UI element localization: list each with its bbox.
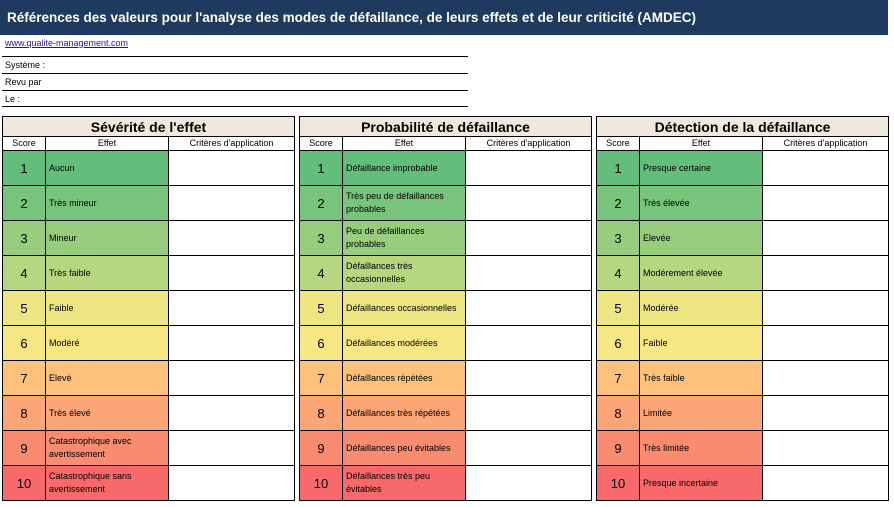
effet-cell: Très élevé	[46, 396, 169, 431]
table-row	[300, 466, 592, 501]
criteres-cell[interactable]	[169, 466, 295, 501]
effet-cell: Elevée	[640, 221, 763, 256]
column-header-score: Score	[300, 137, 343, 151]
score-cell: 8	[3, 396, 46, 431]
effet-cell: Défaillances peu évitables	[343, 431, 466, 466]
table-row	[3, 186, 295, 221]
table-row	[3, 256, 295, 291]
criteres-cell[interactable]	[169, 186, 295, 221]
table-title: Détection de la défaillance	[597, 117, 889, 137]
score-cell: 1	[597, 151, 640, 186]
effet-cell: Aucun	[46, 151, 169, 186]
score-cell: 7	[300, 361, 343, 396]
score-cell: 3	[300, 221, 343, 256]
effet-cell: Défaillances répétées	[343, 361, 466, 396]
criteres-cell[interactable]	[763, 151, 889, 186]
effet-cell: Modéré	[46, 326, 169, 361]
score-cell: 8	[300, 396, 343, 431]
score-cell: 8	[597, 396, 640, 431]
criteres-cell[interactable]	[763, 361, 889, 396]
score-cell: 4	[597, 256, 640, 291]
effet-cell: Défaillances très occasionnelles	[343, 256, 466, 291]
table-title: Probabilité de défaillance	[300, 117, 592, 137]
probabilite-table	[299, 116, 592, 501]
effet-cell: Défaillances très répétées	[343, 396, 466, 431]
table-row	[300, 256, 592, 291]
criteres-cell[interactable]	[169, 151, 295, 186]
score-cell: 10	[300, 466, 343, 501]
effet-cell: Très limitée	[640, 431, 763, 466]
website-link[interactable]: www.qualite-management.com	[5, 38, 129, 48]
effet-cell: Presque incertaine	[640, 466, 763, 501]
criteres-cell[interactable]	[763, 186, 889, 221]
table-title: Sévérité de l'effet	[3, 117, 295, 137]
effet-cell: Modérée	[640, 291, 763, 326]
score-cell: 4	[3, 256, 46, 291]
criteres-cell[interactable]	[169, 396, 295, 431]
effet-cell: Très mineur	[46, 186, 169, 221]
table-row	[597, 256, 889, 291]
score-cell: 5	[300, 291, 343, 326]
score-cell: 5	[597, 291, 640, 326]
table-row	[3, 221, 295, 256]
effet-cell: Faible	[46, 291, 169, 326]
criteres-cell[interactable]	[763, 221, 889, 256]
table-row	[300, 431, 592, 466]
criteres-cell[interactable]	[169, 361, 295, 396]
criteres-cell[interactable]	[466, 396, 592, 431]
table-row	[300, 221, 592, 256]
criteres-cell[interactable]	[466, 256, 592, 291]
effet-cell: Mineur	[46, 221, 169, 256]
criteres-cell[interactable]	[466, 361, 592, 396]
column-header-score: Score	[3, 137, 46, 151]
score-cell: 1	[3, 151, 46, 186]
column-header-effet: Effet	[640, 137, 763, 151]
effet-cell: Peu de défaillances probables	[343, 221, 466, 256]
score-cell: 4	[300, 256, 343, 291]
effet-cell: Très peu de défaillances probables	[343, 186, 466, 221]
score-cell: 3	[597, 221, 640, 256]
criteres-cell[interactable]	[466, 291, 592, 326]
score-cell: 2	[597, 186, 640, 221]
table-row	[3, 361, 295, 396]
score-cell: 9	[3, 431, 46, 466]
score-cell: 2	[3, 186, 46, 221]
effet-cell: Défaillances occasionnelles	[343, 291, 466, 326]
column-header-effet: Effet	[46, 137, 169, 151]
criteres-cell[interactable]	[763, 256, 889, 291]
effet-cell: Catastrophique avec avertissement	[46, 431, 169, 466]
meta-revu-par: Revu par	[2, 73, 468, 90]
criteres-cell[interactable]	[466, 151, 592, 186]
criteres-cell[interactable]	[763, 466, 889, 501]
criteres-cell[interactable]	[466, 186, 592, 221]
effet-cell: Elevé	[46, 361, 169, 396]
effet-cell: Très faible	[46, 256, 169, 291]
effet-cell: Faible	[640, 326, 763, 361]
meta-systeme: Système :	[2, 56, 468, 73]
table-row	[597, 466, 889, 501]
column-header-criteres: Critères d'application	[466, 137, 592, 151]
table-row	[300, 361, 592, 396]
table-row	[597, 431, 889, 466]
criteres-cell[interactable]	[169, 431, 295, 466]
score-cell: 6	[597, 326, 640, 361]
column-header-criteres: Critères d'application	[169, 137, 295, 151]
meta-date: Le :	[2, 90, 468, 107]
detection-table	[596, 116, 889, 501]
page-title: Références des valeurs pour l'analyse des modes de défaillance, de leurs effets et de leur criticité (AMDEC)	[0, 0, 888, 35]
criteres-cell[interactable]	[763, 326, 889, 361]
table-row	[300, 186, 592, 221]
effet-cell: Très faible	[640, 361, 763, 396]
criteres-cell[interactable]	[169, 291, 295, 326]
criteres-cell[interactable]	[466, 221, 592, 256]
score-cell: 3	[3, 221, 46, 256]
table-row	[300, 326, 592, 361]
table-row	[597, 326, 889, 361]
column-header-score: Score	[597, 137, 640, 151]
table-row	[597, 221, 889, 256]
score-cell: 10	[3, 466, 46, 501]
criteres-cell[interactable]	[169, 221, 295, 256]
table-row	[597, 291, 889, 326]
criteres-cell[interactable]	[763, 396, 889, 431]
score-cell: 6	[3, 326, 46, 361]
table-row	[3, 151, 295, 186]
table-row	[597, 396, 889, 431]
score-cell: 7	[597, 361, 640, 396]
effet-cell: Catastrophique sans avertissement	[46, 466, 169, 501]
table-row	[3, 431, 295, 466]
table-row	[597, 361, 889, 396]
column-header-criteres: Critères d'application	[763, 137, 889, 151]
score-cell: 9	[597, 431, 640, 466]
column-header-effet: Effet	[343, 137, 466, 151]
criteres-cell[interactable]	[466, 326, 592, 361]
criteres-cell[interactable]	[169, 256, 295, 291]
score-cell: 6	[300, 326, 343, 361]
score-cell: 5	[3, 291, 46, 326]
score-cell: 2	[300, 186, 343, 221]
score-cell: 7	[3, 361, 46, 396]
criteres-cell[interactable]	[169, 326, 295, 361]
effet-cell: Défaillance improbable	[343, 151, 466, 186]
table-row	[300, 396, 592, 431]
criteres-cell[interactable]	[763, 291, 889, 326]
table-row	[597, 186, 889, 221]
criteres-cell[interactable]	[466, 466, 592, 501]
effet-cell: Défaillances modérées	[343, 326, 466, 361]
effet-cell: Très élevée	[640, 186, 763, 221]
table-row	[3, 396, 295, 431]
effet-cell: Défaillances très peu évitables	[343, 466, 466, 501]
table-row	[300, 291, 592, 326]
score-cell: 10	[597, 466, 640, 501]
effet-cell: Modérement élevée	[640, 256, 763, 291]
score-cell: 9	[300, 431, 343, 466]
criteres-cell[interactable]	[466, 431, 592, 466]
criteres-cell[interactable]	[763, 431, 889, 466]
effet-cell: Presque certaine	[640, 151, 763, 186]
table-row	[3, 326, 295, 361]
table-row	[3, 466, 295, 501]
score-cell: 1	[300, 151, 343, 186]
table-row	[597, 151, 889, 186]
severite-table	[2, 116, 295, 501]
table-row	[3, 291, 295, 326]
table-row	[300, 151, 592, 186]
effet-cell: Limitée	[640, 396, 763, 431]
